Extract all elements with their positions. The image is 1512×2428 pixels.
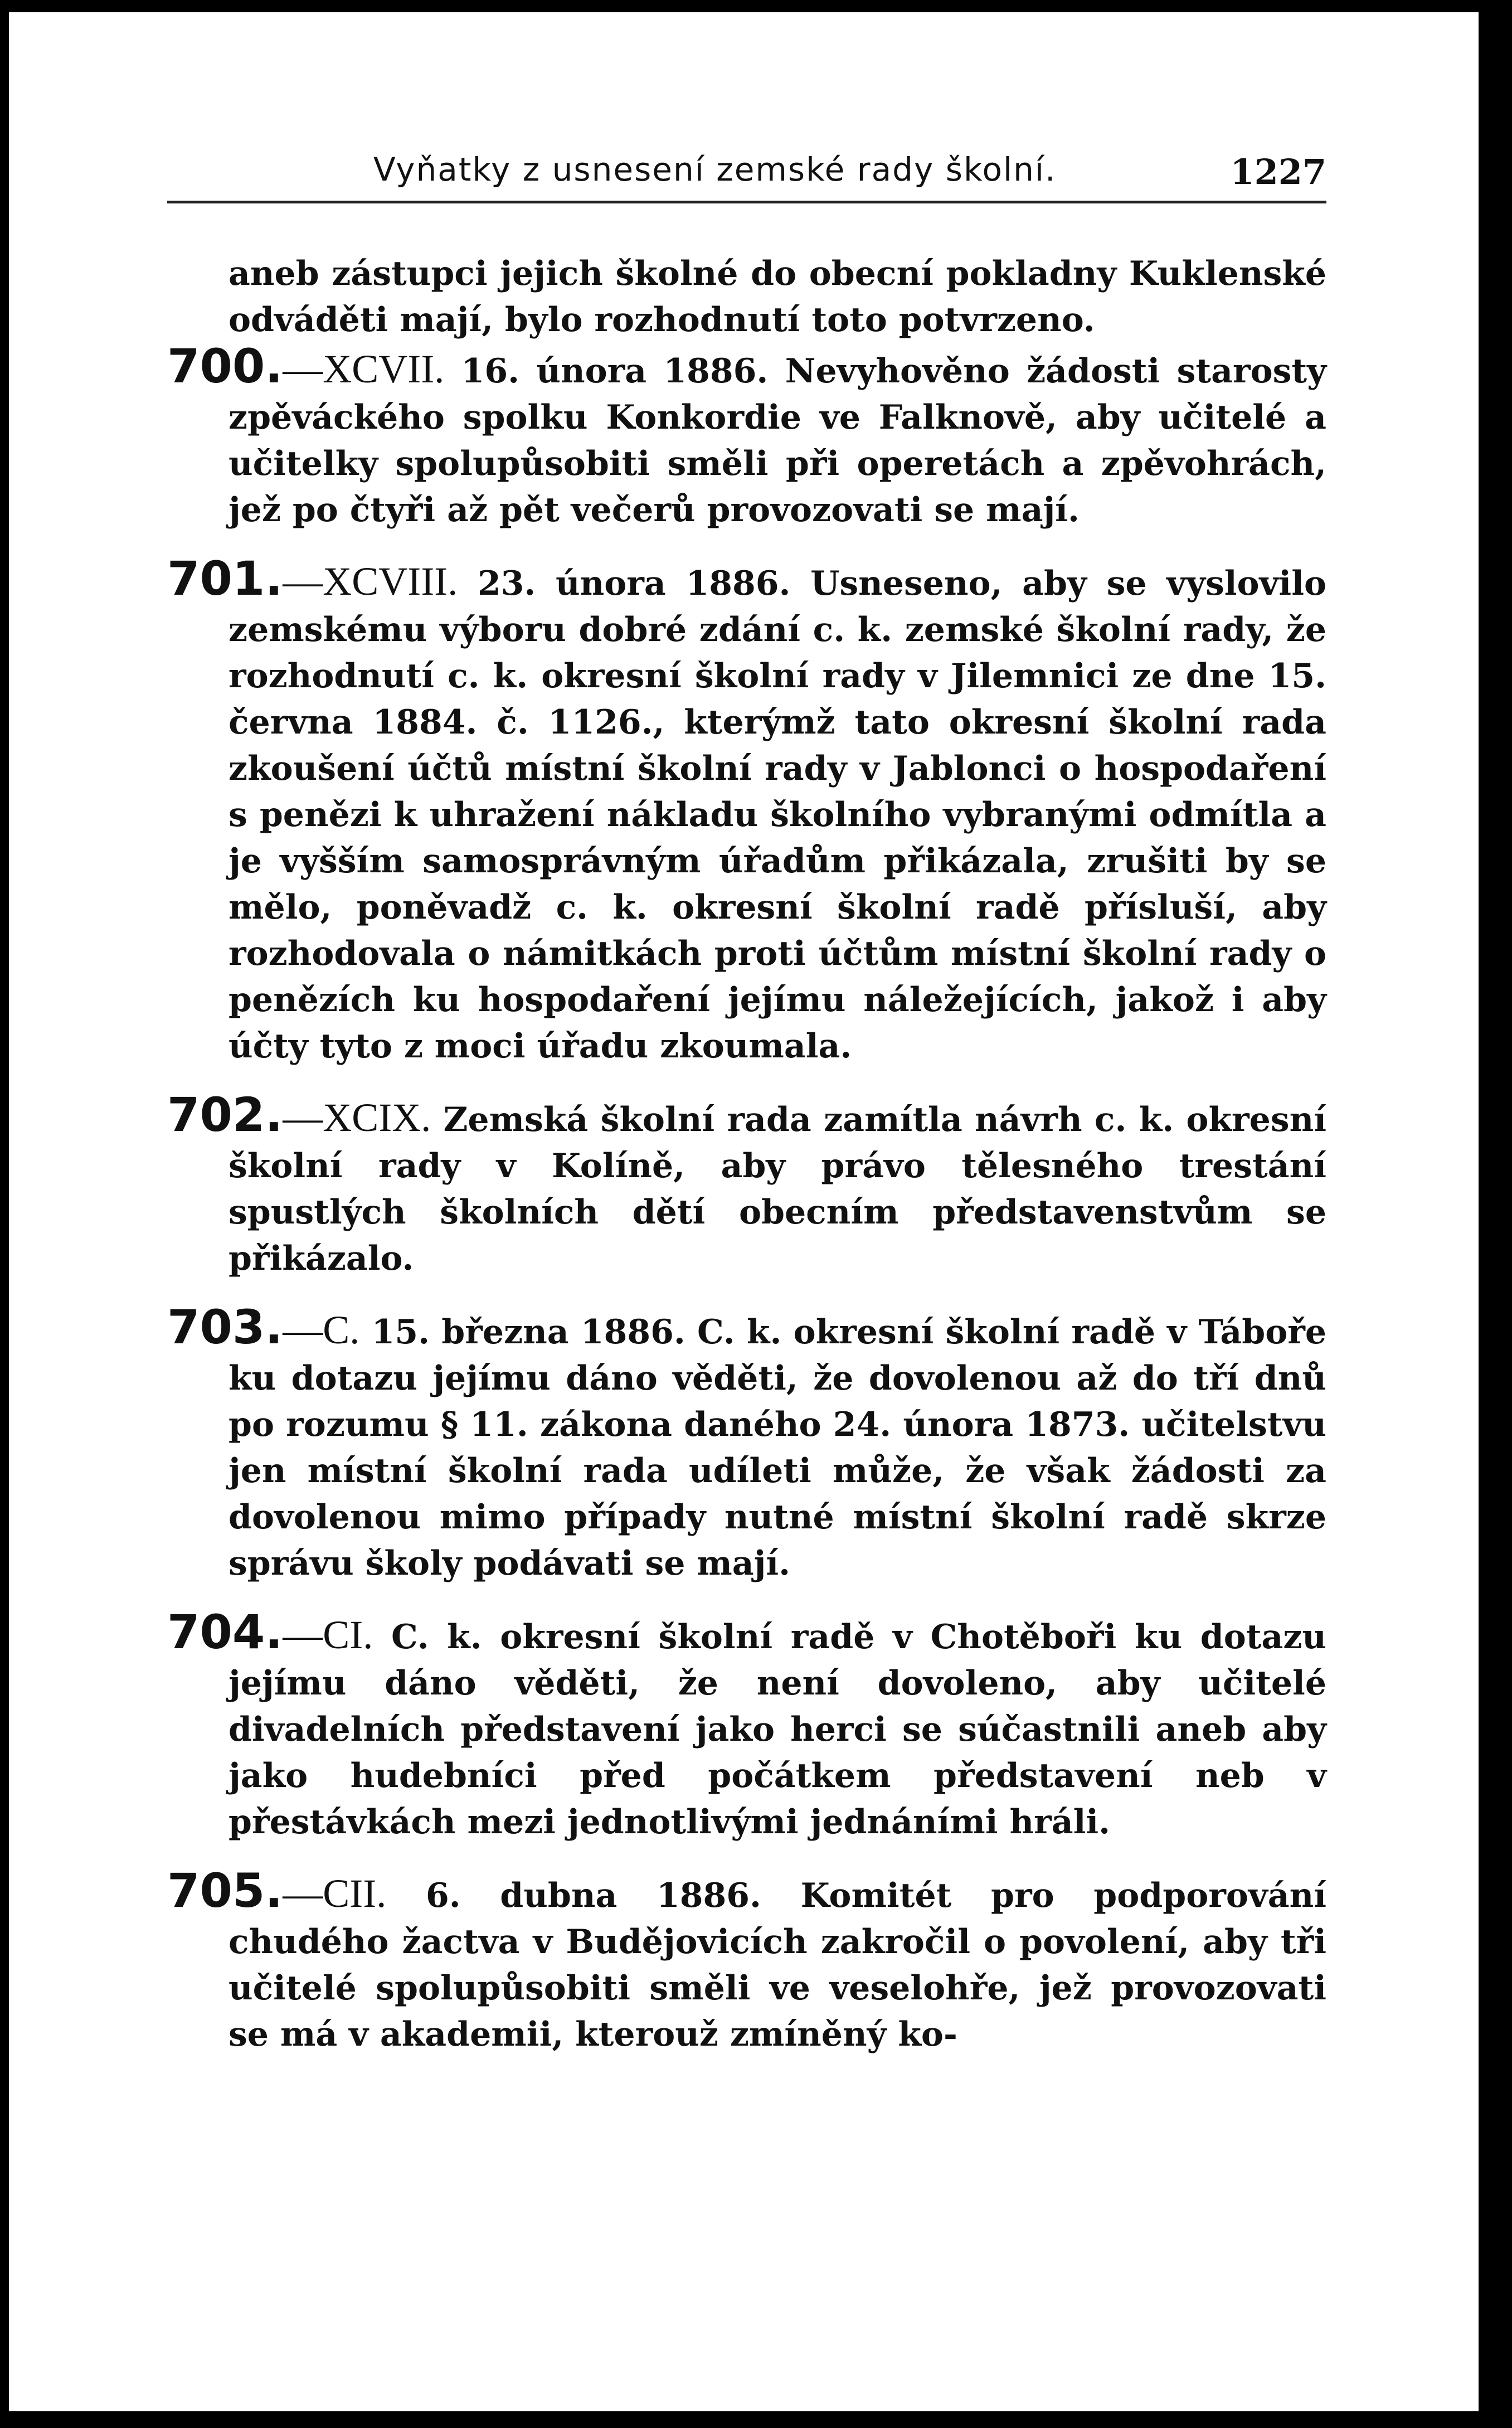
entry-number: 702.: [167, 1087, 283, 1142]
continuation-paragraph: aneb zástupci jejich školné do obecní pokladny Kuklenské odváděti mají, bylo rozhodnutí toto potvrzeno.: [228, 254, 1326, 339]
entry-number: 701.: [167, 551, 283, 606]
entry-700: [167, 339, 1326, 533]
entry-703: [167, 1300, 1327, 1587]
entry-text: 15. března 1886. C. k. okresní školní radě v Táboře ku dotazu jejímu dáno věděti, že dovolenou až do tří dnů po rozumu § 11. zákona daného 24. února 1873. učitelstvu jen místní školní rada udíleti může, že však žádosti za dovolenou mimo případy nutné místní školní radě skrze správu školy podávati se mají.: [228, 1313, 1327, 1583]
entry-text: Zemská školní rada zamítla návrh c. k. okresní školní rady v Kolíně, aby právo tělesného trestání spustlých školních dětí obecním představenstvům se přikázalo.: [228, 1100, 1326, 1278]
entry-number: 705.: [167, 1863, 283, 1918]
entry-number: 704.: [167, 1605, 283, 1659]
scan-border-right: [1479, 0, 1512, 2428]
entry-roman-numeral: —XCIX.: [283, 1095, 431, 1140]
entry-text: 23. února 1886. Usneseno, aby se vyslovilo zemskému výboru dobré zdání c. k. zemské školní rady, že rozhodnutí c. k. okresní školní rady v Jilemnici ze dne 15. června 1884. č. 1126., kterýmž tato okresní školní rada zkoušení účtů místní školní rady v Jablonci o hospodaření s penězi k uhražení nákladu školního vybranými odmítla a je vyšším samosprávným úřadům přikázala, zrušiti by se mělo, poněvadž c. k. okresní školní radě přísluší, aby rozhodovala o námitkách proti účtům místní školní rady o penězích ku hospodaření jejímu náležejících, jakož i aby účty tyto z moci úřadu zkoumala.: [228, 564, 1327, 1066]
entry-roman-numeral: —CII.: [283, 1871, 387, 1916]
scan-border-top: [0, 0, 1512, 12]
entry-roman-numeral: —CI.: [283, 1613, 373, 1657]
page-body: [167, 251, 1326, 2058]
page-number: 1227: [1230, 152, 1326, 192]
entry-701: [167, 551, 1327, 1070]
entry-roman-numeral: —C.: [283, 1308, 360, 1352]
entry-number: 703.: [167, 1300, 283, 1354]
entry-705: [167, 1863, 1326, 2058]
entry-roman-numeral: —XCVII.: [283, 347, 445, 391]
entry-roman-numeral: —XCVIII.: [283, 559, 458, 604]
scan-border-bottom: [0, 2411, 1512, 2428]
entry-704: [167, 1605, 1327, 1846]
running-header-title: Vyňatky z usnesení zemské rady školní.: [373, 150, 1057, 188]
scan-border-left: [0, 0, 9, 2428]
entry-number: 700.: [167, 339, 283, 394]
running-header: [167, 139, 1326, 203]
book-page: [167, 139, 1326, 2058]
entry-text: C. k. okresní školní radě v Chotěboři ku dotazu jejímu dáno věděti, že není dovoleno, aby učitelé divadelních představení jako herci se súčastnili aneb aby jako hudebníci před počátkem představení neb v přestávkách mezi jednotlivými jednáními hráli.: [228, 1618, 1327, 1842]
entry-text: 6. dubna 1886. Komitét pro podporování chudého žactva v Budějovicích zakročil o povolení, aby tři učitelé spolupůsobiti směli ve veselohře, jež provozovati se má v akademii, kterouž zmíněný ko-: [228, 1876, 1326, 2054]
entry-text: 16. února 1886. Nevyhověno žádosti starosty zpěváckého spolku Konkordie ve Falknově, aby učitelé a učitelky spolupůsobiti směli při operetách a zpěvohrách, jež po čtyři až pět večerů provozovati se mají.: [228, 352, 1326, 530]
entry-702: [167, 1087, 1326, 1282]
